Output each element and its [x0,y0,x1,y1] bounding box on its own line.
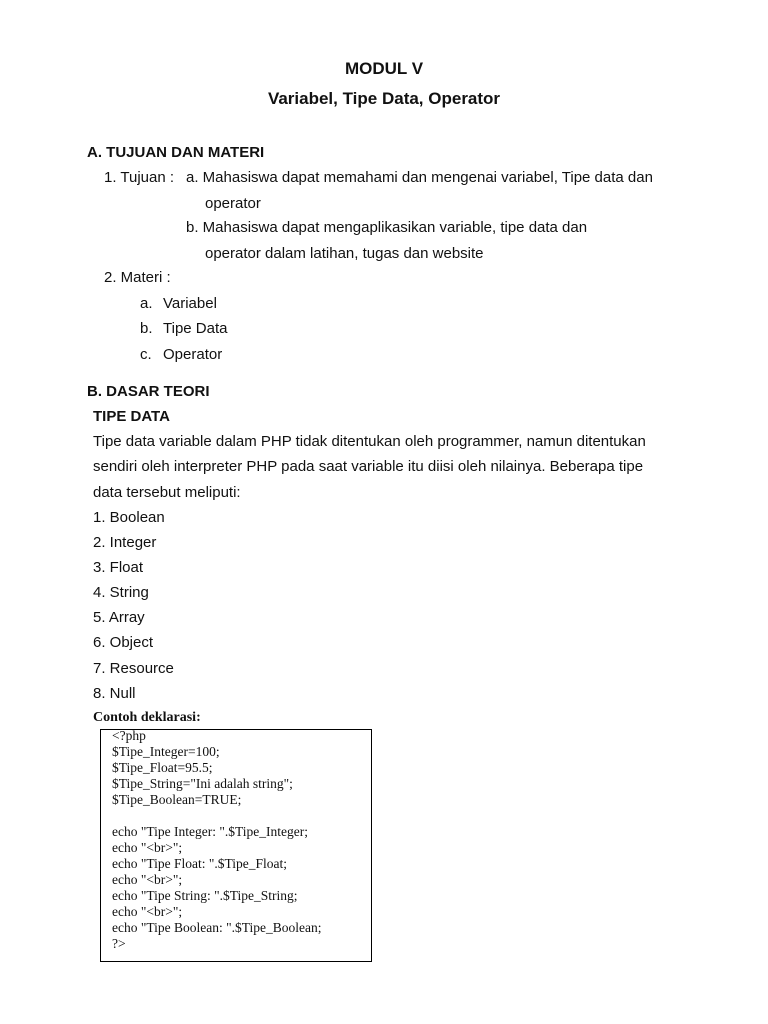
tujuan-b-line1: b. Mahasiswa dapat mengaplikasikan variable, tipe data dan [186,219,588,236]
tipe-data-subheading: TIPE DATA [93,408,170,425]
type-list-item: 8. Null [93,685,136,702]
materi-marker: b. [140,320,153,337]
materi-item: Tipe Data [163,320,228,337]
module-subtitle: Variabel, Tipe Data, Operator [267,89,501,108]
code-line: $Tipe_Integer=100; [112,744,220,759]
code-example-box [100,729,372,962]
module-title: MODUL V [344,59,424,78]
type-list-item: 1. Boolean [93,509,165,526]
type-list-item: 2. Integer [93,534,157,551]
tujuan-a-line1: a. Mahasiswa dapat memahami dan mengenai variabel, Tipe data dan [186,169,653,186]
materi-item: Operator [163,346,223,363]
materi-marker: a. [140,295,153,312]
type-list-item: 4. String [93,584,149,601]
code-line: echo "Tipe Integer: ".$Tipe_Integer; [112,824,308,839]
materi-label: 2. Materi : [104,269,171,286]
code-line: echo "<br>"; [112,840,183,855]
code-line: $Tipe_Boolean=TRUE; [112,792,242,807]
example-label: Contoh deklarasi: [93,710,201,725]
paragraph-line: data tersebut meliputi: [93,484,241,501]
code-line: echo "Tipe Float: ".$Tipe_Float; [112,856,288,871]
materi-marker: c. [140,346,152,363]
tujuan-label: 1. Tujuan : [104,169,175,186]
code-line: $Tipe_String="Ini adalah string"; [112,776,293,791]
code-line: echo "Tipe String: ".$Tipe_String; [112,888,298,903]
code-line: echo "<br>"; [112,904,183,919]
type-list-item: 6. Object [93,634,154,651]
section-b-heading: B. DASAR TEORI [87,383,210,400]
code-line: $Tipe_Float=95.5; [112,760,213,775]
paragraph-line: Tipe data variable dalam PHP tidak ditentukan oleh programmer, namun ditentukan [93,433,646,450]
type-list-item: 5. Array [93,609,145,626]
code-line: ?> [112,936,126,951]
section-a-heading: A. TUJUAN DAN MATERI [87,144,265,161]
materi-item: Variabel [163,295,217,312]
code-line: echo "Tipe Boolean: ".$Tipe_Boolean; [112,920,322,935]
type-list-item: 7. Resource [93,660,174,677]
code-line: echo "<br>"; [112,872,183,887]
tujuan-b-line2: operator dalam latihan, tugas dan website [205,245,484,262]
code-line: <?php [112,728,146,743]
type-list-item: 3. Float [93,559,144,576]
tujuan-a-line2: operator [205,195,261,212]
paragraph-line: sendiri oleh interpreter PHP pada saat variable itu diisi oleh nilainya. Beberapa tipe [93,458,644,475]
